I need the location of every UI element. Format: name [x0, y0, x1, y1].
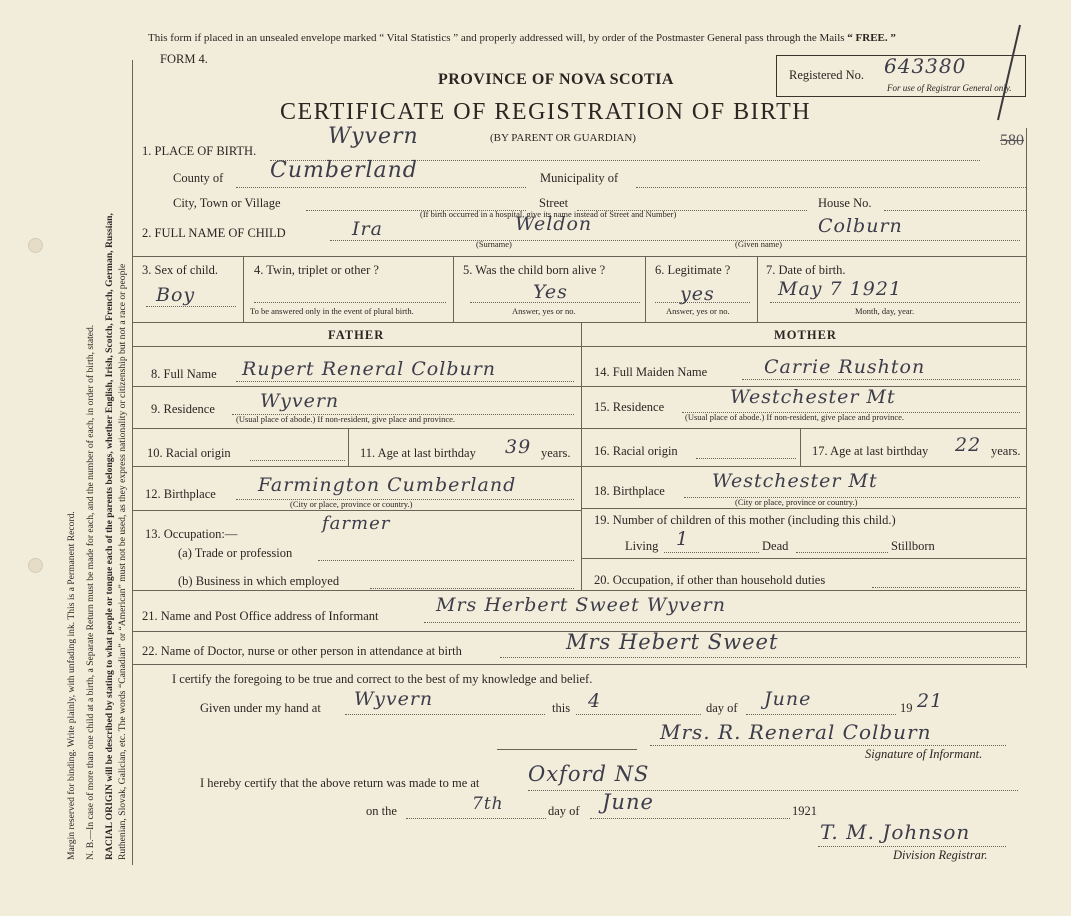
doctor-label: 22. Name of Doctor, nurse or other person in attendance at birth — [142, 644, 462, 658]
father-years-label: years. — [541, 446, 571, 460]
doctor-value: Mrs Hebert Sweet — [566, 630, 779, 654]
center-divider — [581, 322, 582, 590]
margin-note-racial-origin-cont: Ruthenian, Slovak, Galician, etc. The words “Canadian” or “American” must not be used, as they express nationality or citizenship but not a race or people — [117, 263, 128, 860]
mother-age-label: 17. Age at last birthday — [812, 444, 929, 458]
father-residence-note: (Usual place of abode.) If non-resident, give place and province. — [236, 414, 456, 424]
father-racial-label: 10. Racial origin — [147, 446, 231, 460]
dead-label: Dead — [762, 539, 789, 553]
born-alive-label: 5. Was the child born alive ? — [463, 263, 606, 277]
father-birthplace-note: (City or place, province or country.) — [290, 499, 413, 509]
father-residence-label: 9. Residence — [151, 402, 215, 416]
hospital-note: (If birth occurred in a hospital, give its name instead of Street and Number) — [420, 209, 677, 219]
county-value: Cumberland — [270, 158, 418, 183]
father-business-label: (b) Business in which employed — [178, 574, 340, 588]
mother-occupation-label: 20. Occupation, if other than household duties — [594, 573, 826, 587]
legitimate-note: Answer, yes or no. — [666, 306, 730, 316]
month-value: June — [764, 688, 812, 710]
binding-hole — [28, 238, 43, 253]
date-of-birth-label: 7. Date of birth. — [766, 263, 846, 277]
this-label: this — [552, 701, 571, 715]
father-name-label: 8. Full Name — [151, 367, 217, 381]
return-place-value: Oxford NS — [528, 762, 650, 786]
given-under-label: Given under my hand at — [200, 701, 321, 715]
mother-racial-label: 16. Racial origin — [594, 444, 678, 458]
mother-children-label: 19. Number of children of this mother (including this child.) — [594, 513, 896, 527]
father-birthplace-value: Farmington Cumberland — [258, 474, 517, 496]
return-year: 1921 — [792, 804, 817, 818]
twin-label: 4. Twin, triplet or other ? — [254, 263, 379, 277]
registrar-signature: T. M. Johnson — [820, 820, 971, 844]
municipality-label: Municipality of — [540, 171, 619, 185]
registered-label: Registered No. — [789, 68, 864, 82]
day-value: 4 — [588, 690, 602, 712]
margin-note-binding: Margin reserved for binding. Write plainly, with unfading ink. This is a Permanent Record. — [66, 511, 77, 860]
pen-mark-icon — [990, 20, 1030, 130]
margin-note-racial-origin: RACIAL ORIGIN will be described by stating to what people or tongue each of the parents belongs, whether English, Irish, Scotch, French, German, Russian, — [104, 213, 115, 860]
twin-note: To be answered only in the event of plural birth. — [250, 306, 414, 316]
mother-years-label: years. — [991, 444, 1021, 458]
sex-value: Boy — [156, 284, 196, 306]
certify-statement: I certify the foregoing to be true and correct to the best of my knowledge and belief. — [172, 672, 593, 686]
on-the-label: on the — [366, 804, 397, 818]
province-title: PROVINCE OF NOVA SCOTIA — [438, 71, 674, 88]
born-alive-value: Yes — [533, 281, 568, 303]
return-day-value: 7th — [472, 794, 504, 814]
legitimate-value: yes — [680, 283, 715, 305]
surname-caption: (Surname) — [476, 239, 512, 249]
registered-number: 643380 — [884, 54, 967, 78]
margin-note-multiple-births: N. B.—In case of more than one child at a birth, a Separate Return must be made for each, and the number of each, in order of birth, stated. — [85, 324, 96, 860]
mother-birthplace-note: (City or place, province or country.) — [735, 497, 858, 507]
registrar-note: For use of Registrar General only. — [887, 83, 1012, 93]
place-of-birth-label: 1. PLACE OF BIRTH. — [142, 144, 257, 158]
county-label: County of — [173, 171, 224, 185]
date-of-birth-note: Month, day, year. — [855, 306, 915, 316]
left-border — [132, 60, 133, 865]
child-name-label: 2. FULL NAME OF CHILD — [142, 226, 286, 240]
father-occupation-value: farmer — [322, 513, 391, 534]
return-month-value: June — [602, 790, 654, 814]
day-of-label: day of — [706, 701, 738, 715]
mother-heading: MOTHER — [774, 328, 837, 342]
child-given-name: Ira — [352, 218, 383, 240]
child-surname: Colburn — [818, 215, 903, 237]
mother-age-value: 22 — [955, 434, 982, 456]
informant-value: Mrs Herbert Sweet Wyvern — [436, 594, 726, 616]
mother-birthplace-label: 18. Birthplace — [594, 484, 665, 498]
mother-residence-label: 15. Residence — [594, 400, 665, 414]
form-number: FORM 4. — [160, 52, 208, 66]
child-middle-name: Weldon — [515, 213, 593, 235]
certificate-title: CERTIFICATE OF REGISTRATION OF BIRTH — [280, 99, 812, 125]
sex-label: 3. Sex of child. — [142, 263, 219, 277]
date-of-birth-value: May 7 1921 — [778, 278, 903, 300]
mother-birthplace-value: Westchester Mt — [712, 470, 878, 492]
return-made-label: I hereby certify that the above return was made to me at — [200, 776, 480, 790]
legitimate-label: 6. Legitimate ? — [655, 263, 731, 277]
mother-residence-note: (Usual place of abode.) If non-resident, give place and province. — [685, 412, 905, 422]
given-place-value: Wyvern — [354, 688, 434, 710]
given-name-caption: (Given name) — [735, 239, 782, 249]
mother-residence-value: Westchester Mt — [730, 386, 896, 408]
certificate-subtitle: (BY PARENT OR GUARDIAN) — [490, 132, 636, 144]
stillborn-label: Stillborn — [891, 539, 935, 553]
corner-number: 580 — [1000, 132, 1024, 149]
father-age-value: 39 — [505, 436, 532, 458]
house-number-label: House No. — [818, 196, 872, 210]
mail-notice: This form if placed in an unsealed envelope marked “ Vital Statistics ” and properly addressed will, by order of the Postmaster General pass through the Mails “ FREE. ” — [148, 32, 896, 44]
born-alive-note: Answer, yes or no. — [512, 306, 576, 316]
informant-label: 21. Name and Post Office address of Informant — [142, 609, 379, 623]
father-age-label: 11. Age at last birthday — [360, 446, 476, 460]
father-heading: FATHER — [328, 328, 385, 342]
registered-box — [776, 55, 1026, 97]
right-border — [1026, 128, 1027, 668]
father-birthplace-label: 12. Birthplace — [145, 487, 216, 501]
informant-signature-caption: Signature of Informant. — [865, 747, 983, 761]
city-label: City, Town or Village — [173, 196, 281, 210]
return-day-of-label: day of — [548, 804, 580, 818]
living-value: 1 — [676, 528, 690, 550]
father-name-value: Rupert Reneral Colburn — [242, 358, 497, 380]
place-of-birth-value: Wyvern — [328, 124, 419, 149]
mother-name-value: Carrie Rushton — [764, 356, 926, 378]
father-occupation-label: 13. Occupation:— — [145, 527, 238, 541]
mother-name-label: 14. Full Maiden Name — [594, 365, 708, 379]
year-prefix: 19 — [900, 701, 913, 715]
father-residence-value: Wyvern — [260, 390, 340, 412]
registrar-caption: Division Registrar. — [893, 848, 988, 862]
binding-hole — [28, 558, 43, 573]
father-trade-label: (a) Trade or profession — [178, 546, 293, 560]
year-value: 21 — [917, 690, 944, 712]
living-label: Living — [625, 539, 659, 553]
street-label: Street — [539, 196, 569, 210]
informant-signature: Mrs. R. Reneral Colburn — [660, 720, 932, 744]
